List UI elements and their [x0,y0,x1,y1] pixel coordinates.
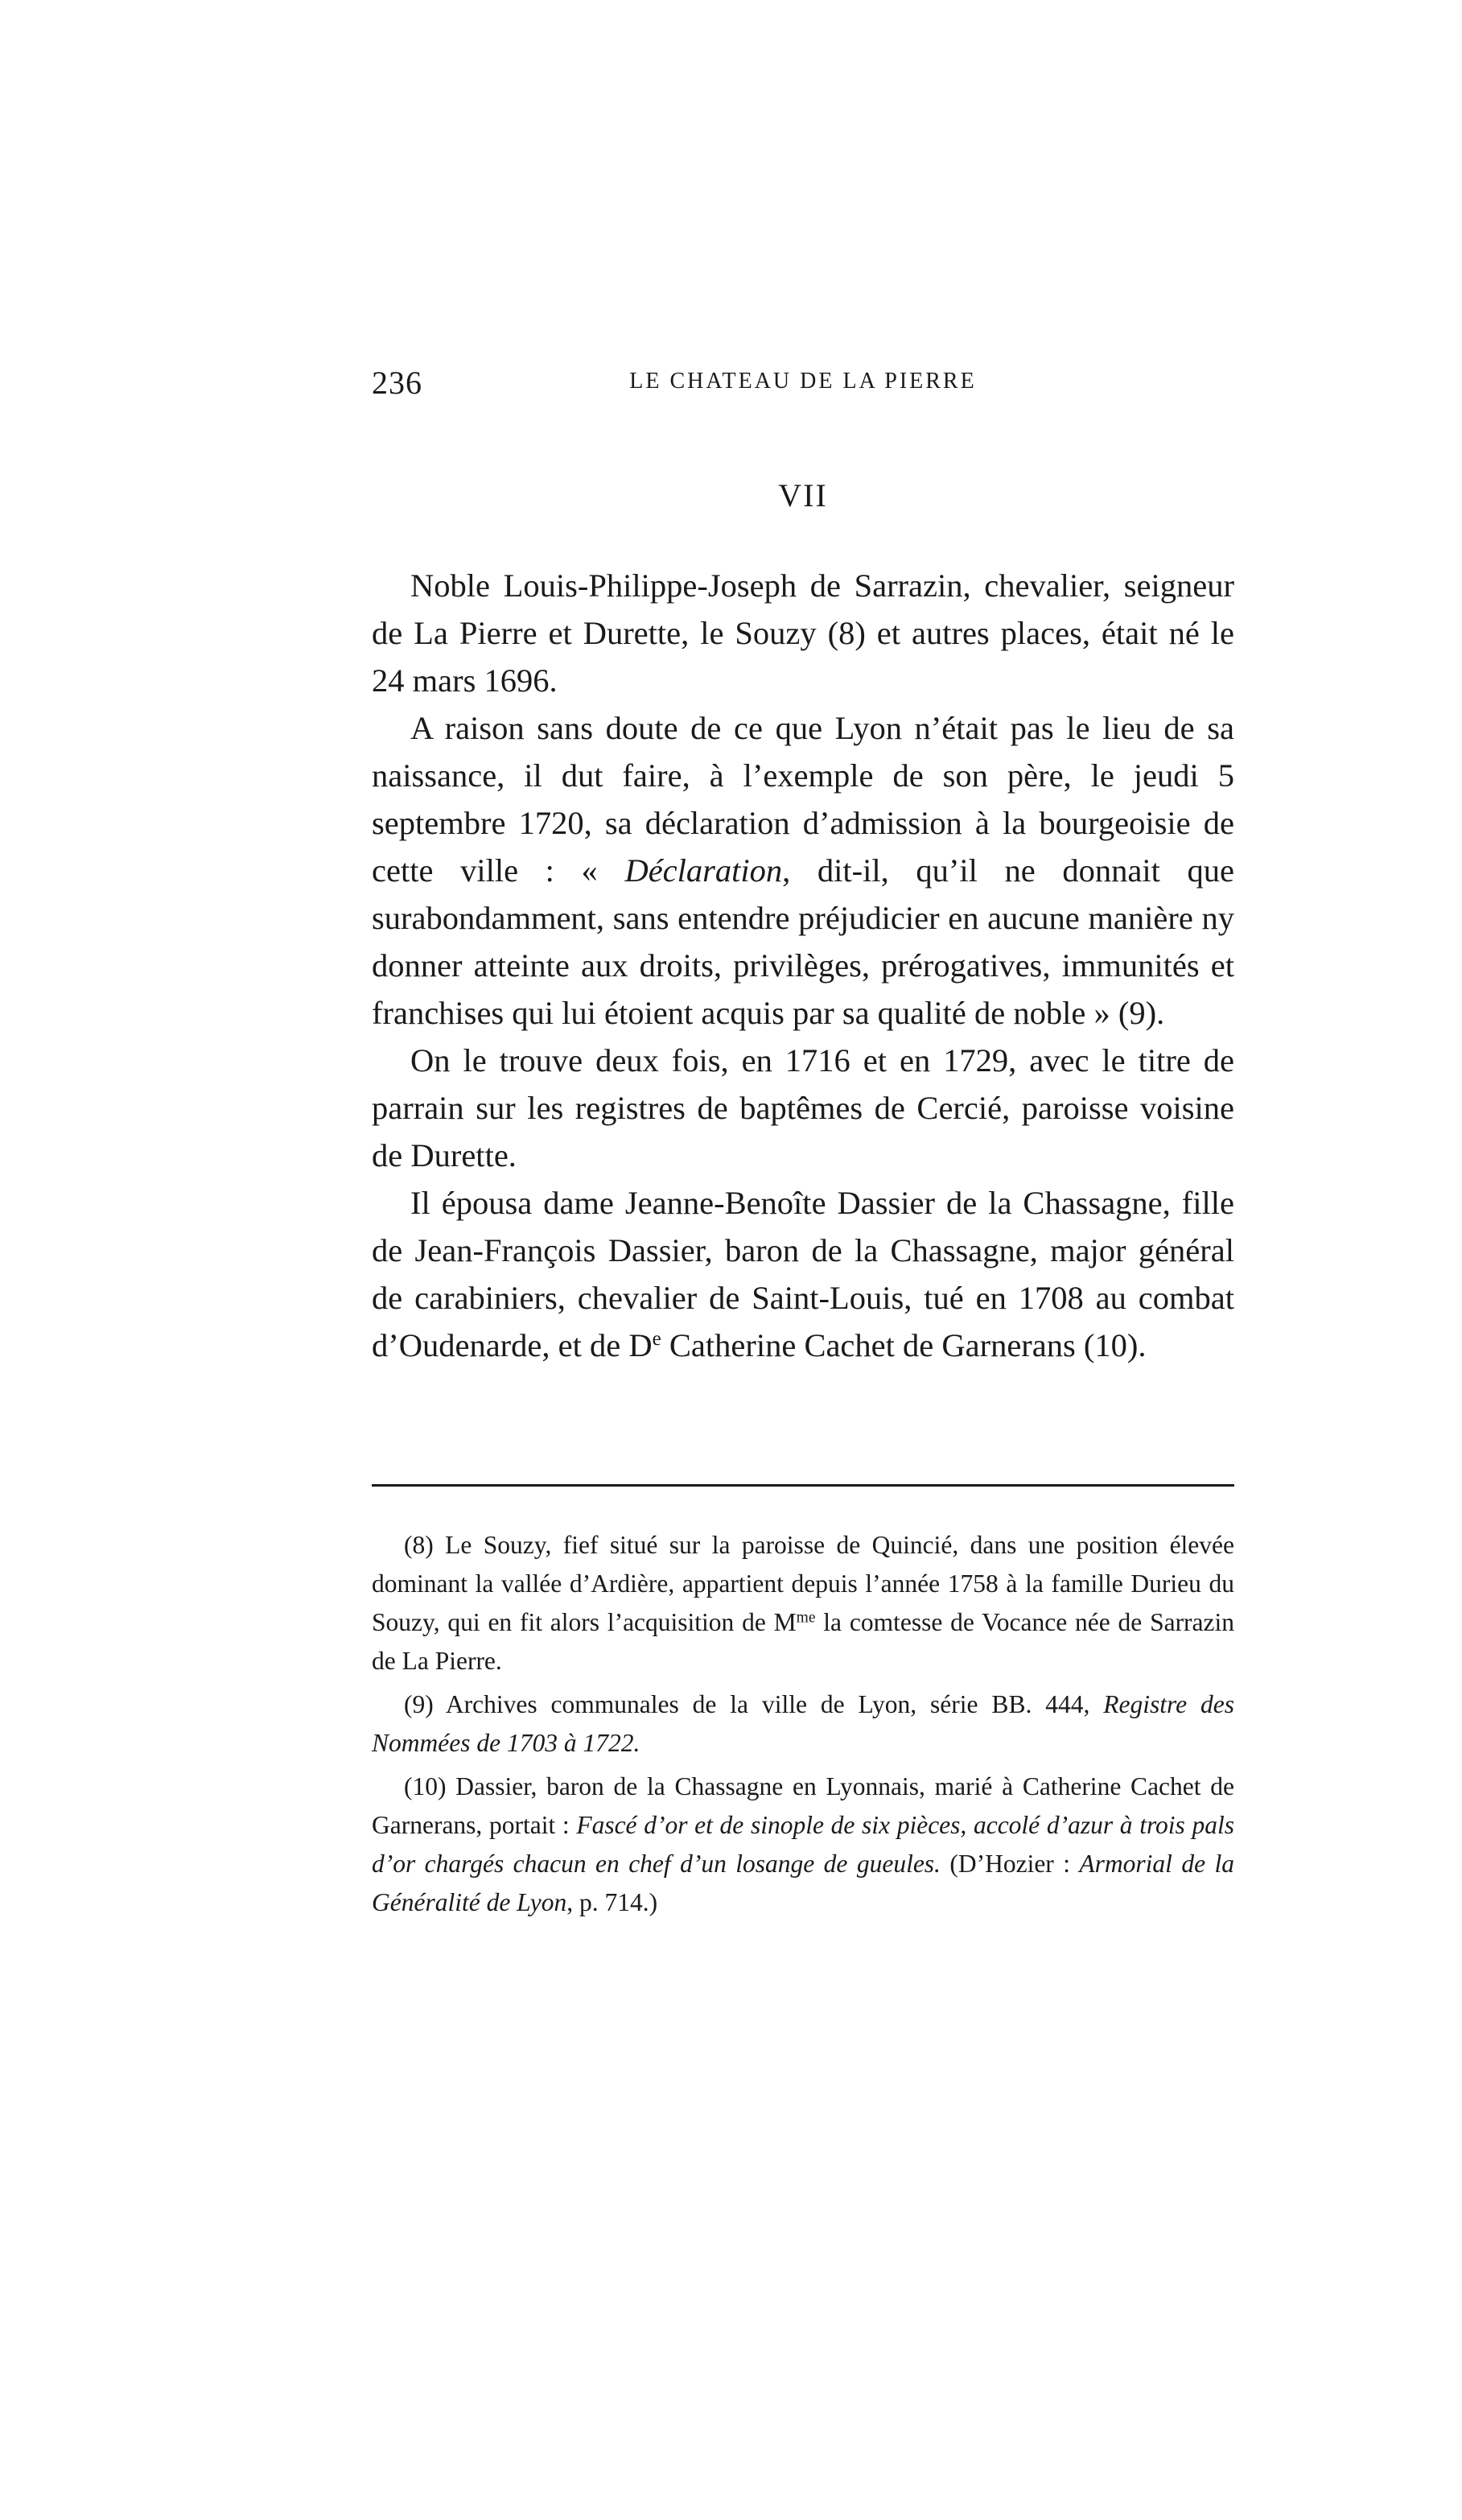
footnote-8-text-before: (8) Le Souzy, fief situé sur la paroisse de Quincié, dans une position élevée dominant la vallée d’Ardière, appartient depuis l’année 1758 à la famille Durieu du Souzy, qui en fit alors l’acquisition de M [372,1531,1234,1636]
footnote-10-italic: Fascé d’or et de sinople de six pièces, accolé d’azur à trois pals d’or chargés chacun en chef d’un losange de gueules. [372,1811,1234,1878]
running-title: LE CHATEAU DE LA PIERRE [629,369,977,394]
paragraph-4-superscript: e [652,1328,661,1351]
paragraph-2-italic: Déclaration [624,852,783,889]
paragraph-1 [372,562,1234,704]
footnote-10-text-mid: (D’Hozier : [940,1850,1080,1878]
footnote-9 [372,1685,1234,1763]
footnote-divider [372,1484,1234,1487]
paragraph-4-text-after: Catherine Cachet de Garnerans (10). [661,1327,1147,1363]
footnote-8-superscript: me [796,1609,816,1627]
paragraph-3-text: On le trouve deux fois, en 1716 et en 1729, avec le titre de parrain sur les registres de baptêmes de Cercié, paroisse voisine de Durette. [372,1042,1234,1173]
footnote-10-text-after: , p. 714.) [566,1888,658,1916]
footnote-10-italic-2: Armorial de la Généralité de Lyon [372,1850,1235,1916]
paragraph-3 [372,1037,1234,1179]
footnote-8-text-after: la comtesse de Vocance née de Sarrazin de La Pierre. [372,1608,1235,1675]
paragraph-4 [372,1179,1234,1369]
paragraph-2-text-before: A raison sans doute de ce que Lyon n’était pas le lieu de sa naissance, il dut faire, à l’exemple de son père, le jeudi 5 septembre 1720, sa déclaration d’admission à la bourgeoisie de cette ville : « [372,710,1234,889]
paragraph-2 [372,704,1234,1037]
footnote-10 [372,1767,1234,1922]
footnotes [372,1526,1234,1927]
footnote-8 [372,1526,1234,1681]
paragraph-1-text: Noble Louis-Philippe-Joseph de Sarrazin, chevalier, seigneur de La Pierre et Durette, le Souzy (8) et autres places, était né le 24 mars 1696. [372,567,1234,699]
footnote-9-text: (9) Archives communales de la ville de Lyon, série BB. 444, [404,1690,1104,1718]
section-heading: VII [778,477,828,513]
footnote-9-italic: Registre des Nommées de 1703 à 1722. [372,1690,1235,1757]
page-number: 236 [372,365,422,401]
footnote-10-text-before: (10) Dassier, baron de la Chassagne en Lyonnais, marié à Catherine Cachet de Garnerans, portait : [372,1772,1234,1839]
page-header [372,364,1234,404]
paragraph-2-text-after: , dit-il, qu’il ne donnait que surabondamment, sans entendre préjudicier en aucune manière ny donner atteinte aux droits, privilèges, prérogatives, immunités et franchises qui lui étoient acquis par sa qualité de noble » (9). [372,852,1235,1031]
paragraph-4-text-before: Il épousa dame Jeanne-Benoîte Dassier de la Chassagne, fille de Jean-François Dassier, baron de la Chassagne, major général de carabiniers, chevalier de Saint-Louis, tué en 1708 au combat d’Oudenarde, et de D [372,1185,1234,1363]
body-text [372,562,1234,1369]
